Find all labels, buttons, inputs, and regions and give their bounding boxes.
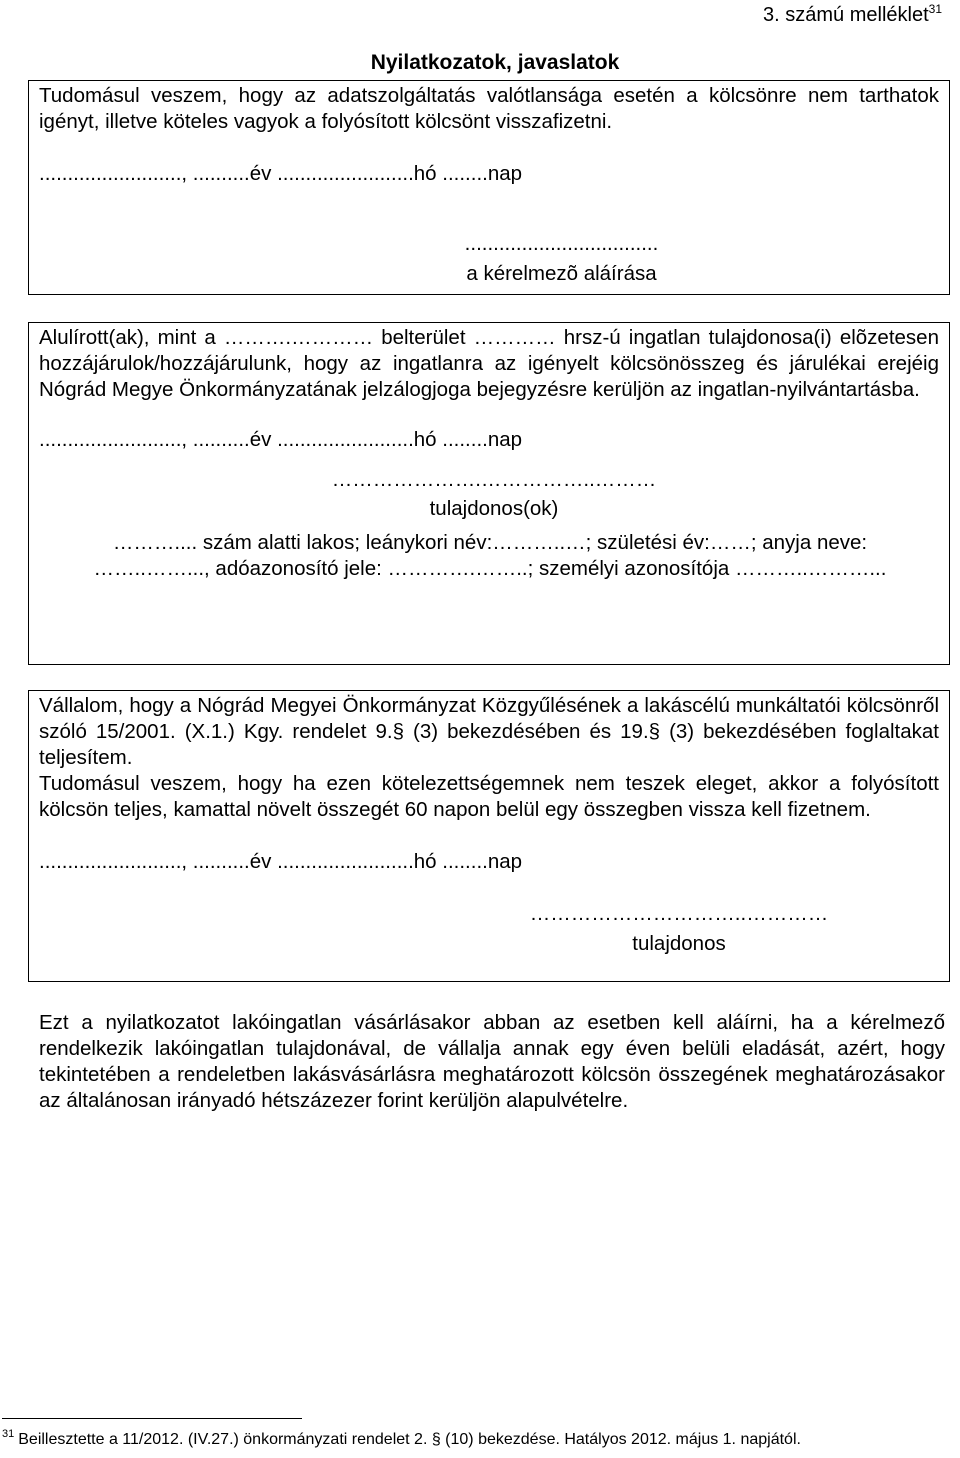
annex-label: [763, 2, 942, 28]
repayment-text: Tudomásul veszem, hogy ha ezen kötelezettségemnek nem teszek eleget, akkor a folyósított kölcsön teljes, kamattal növelt összegét 60 napon belül egy összegben vissza kell fizetnem.: [39, 772, 939, 821]
signature-label: tulajdonos(ok): [429, 497, 559, 520]
footnote: [2, 1430, 801, 1450]
declaration-box-repayment: [28, 690, 950, 982]
signature-line: ..................................: [464, 232, 659, 255]
signature-label: a kérelmezõ aláírása: [466, 262, 657, 285]
declaration-box-mortgage-consent: [28, 322, 950, 665]
declaration-text: Tudomásul veszem, hogy az adatszolgáltatás valótlansága esetén a kölcsönre nem tarthatok igényt, illetve köteles vagyok a folyósított kölcsönt visszafizetni.: [39, 84, 939, 133]
annex-label-text: 3. számú melléklet: [763, 4, 929, 26]
owner-details-line: ……….... szám alatti lakos; leánykori név:………..…; születési év:……; anyja neve: ……..……..., adóazonosító jele: ………….……..; személyi azonosítója ………..………...: [93, 531, 887, 580]
date-line: ........................., ..........év ........................hó ........nap: [39, 428, 523, 451]
footnote-number: 31: [2, 1428, 15, 1440]
signature-label: tulajdonos: [632, 932, 726, 955]
date-line: ........................., ..........év ........................hó ........nap: [39, 850, 523, 873]
final-note: Ezt a nyilatkozatot lakóingatlan vásárlásakor abban az esetben kell aláírni, ha a kérelmező rendelkezik lakóingatlan tulajdonával, de vállalja annak egy éven belüli eladását, azért, hogy tekintetében a rendeletben lakásvásárlásra meghatározott kölcsön összegének meghatározásakor az általánosan irányadó hétszázezer forint kerüljön alapulvételre.: [39, 1011, 945, 1112]
signature-line: …………………………..…………: [529, 902, 829, 925]
declaration-box-data-accuracy: [28, 80, 950, 295]
annex-footnote-ref: 31: [928, 2, 942, 16]
footnote-text: Beillesztette a 11/2012. (IV.27.) önkormányzati rendelet 2. § (10) bekezdése. Hatályos 2012. május 1. napjától.: [18, 1431, 801, 1448]
section-title: Nyilatkozatok, javaslatok: [370, 51, 620, 74]
date-line: ........................., ..........év ........................hó ........nap: [39, 162, 523, 185]
signature-line: ………………….……………..………: [331, 468, 657, 491]
commitment-text: Vállalom, hogy a Nógrád Megyei Önkormányzat Közgyűlésének a lakáscélú munkáltatói kölcsönről szóló 15/2001. (X.1.) Kgy. rendelet 9.§ (3) bekezdésében és 19.§ (3) bekezdésében foglaltakat teljesítem.: [39, 694, 939, 769]
footnote-divider: [2, 1418, 302, 1419]
declaration-text: Alulírott(ak), mint a ……….………… belterület ………… hrsz-ú ingatlan tulajdonosa(i) elõzetesen hozzájárulok/hozzájárulunk, hogy az ingatlanra az igényelt kölcsönösszeg és járulékai erejéig Nógrád Megye Önkormányzatának jelzálogjoga bejegyzésre kerüljön az ingatlan-nyilvántartásba.: [39, 326, 939, 401]
